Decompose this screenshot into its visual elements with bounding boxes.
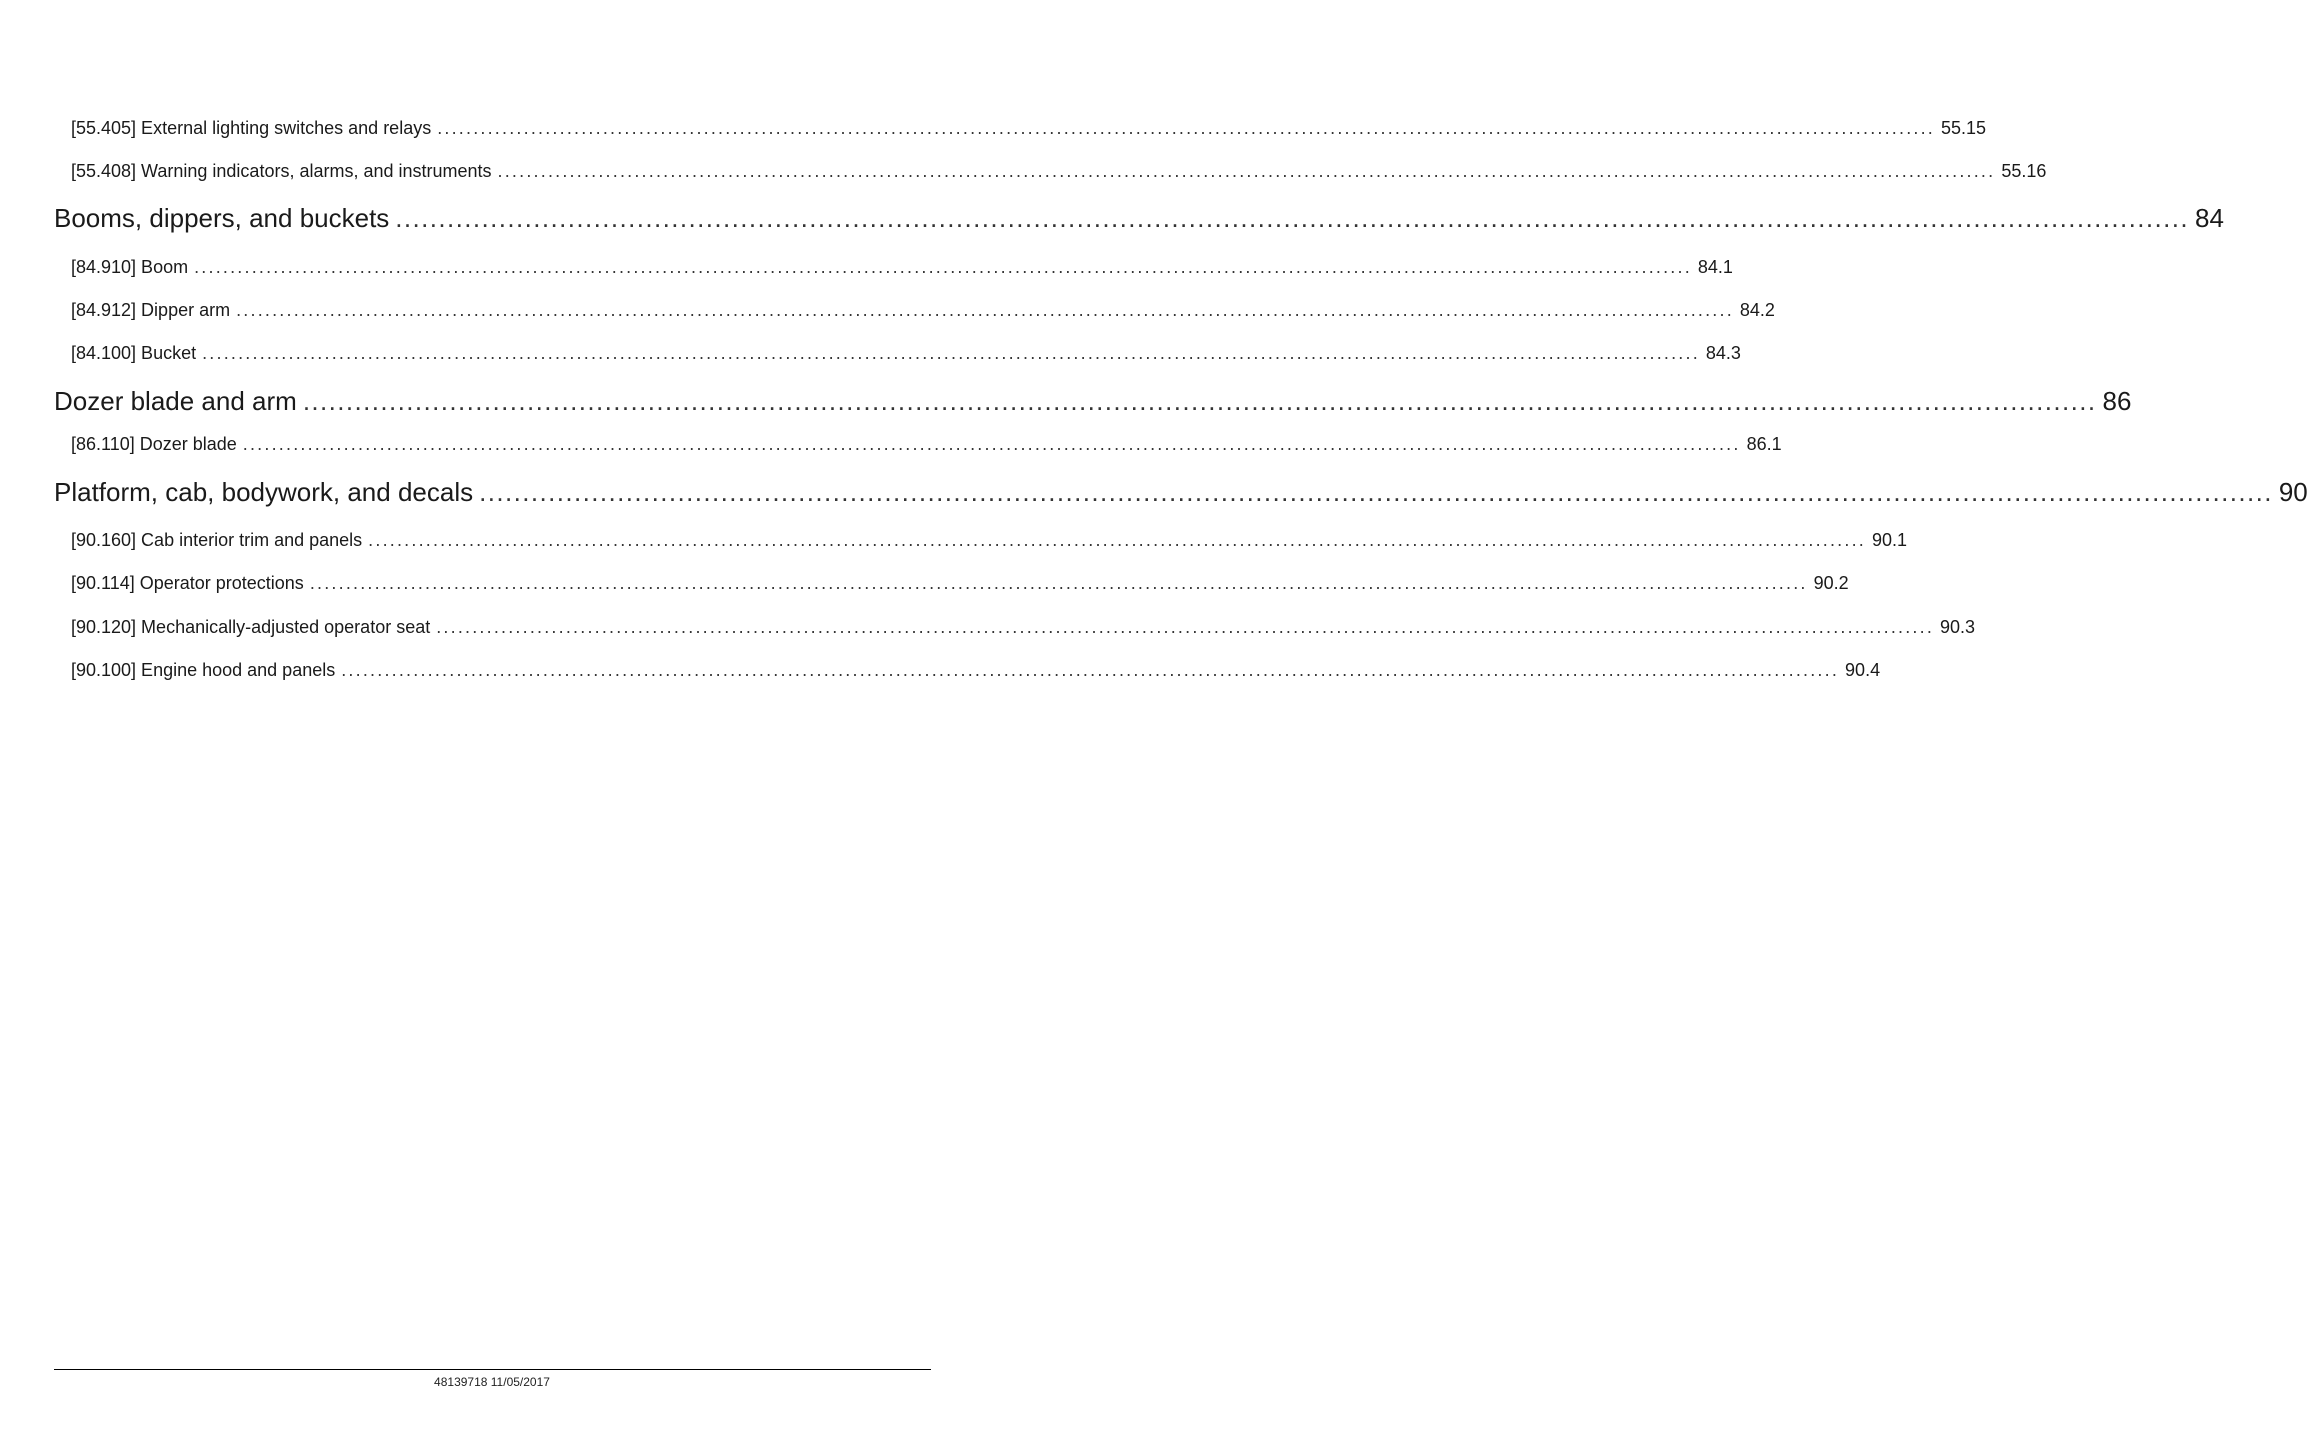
toc-entry[interactable] [71, 430, 1782, 454]
dot-leader: ................................................................................................................................................................................................................ [437, 118, 1936, 138]
toc-entry-label: [90.160] Cab interior trim and panels [71, 530, 363, 550]
toc-entry[interactable] [71, 114, 1987, 138]
toc-entry-page: 55.15 [1941, 118, 1987, 138]
toc-entry[interactable] [71, 296, 1775, 320]
toc-entry-label: [84.100] Bucket [71, 343, 197, 363]
footer-rule [54, 1369, 931, 1370]
dot-leader: ................................................................................................................................................................................................................ [309, 573, 1808, 593]
toc-entry-page: 84.1 [1697, 257, 1733, 277]
toc-entry[interactable] [71, 253, 1733, 277]
toc-entry-label: [55.408] Warning indicators, alarms, and instruments [71, 161, 492, 181]
toc-entry[interactable] [71, 526, 1908, 550]
dot-leader: ................................................................................................................................................................................................................ [194, 257, 1692, 277]
toc-entry-label: [90.120] Mechanically-adjusted operator seat [71, 617, 431, 637]
dot-leader: ................................................................................................................................................................................................................ [395, 203, 2190, 233]
toc-entry-label: [86.110] Dozer blade [71, 434, 237, 454]
dot-leader: ................................................................................................................................................................................................................ [236, 300, 1734, 320]
toc-entry-page: 90.4 [1845, 660, 1881, 680]
footer-doc-id-date: 48139718 11/05/2017 [434, 1375, 550, 1389]
dot-leader: ................................................................................................................................................................................................................ [242, 434, 1741, 454]
toc-entry-label: [55.405] External lighting switches and relays [71, 118, 432, 138]
toc-entry-page: 90.2 [1813, 573, 1849, 593]
toc-entry-page: 90.3 [1940, 617, 1976, 637]
toc-entry[interactable] [71, 569, 1849, 593]
dot-leader: ................................................................................................................................................................................................................ [479, 477, 2273, 507]
toc-entry-label: [84.910] Boom [71, 257, 189, 277]
toc-entry-label: [90.114] Operator protections [71, 573, 304, 593]
toc-section-title: Platform, cab, bodywork, and decals [54, 477, 474, 507]
toc-entry[interactable] [71, 339, 1741, 363]
toc-section[interactable] [54, 382, 2132, 416]
dot-leader: ................................................................................................................................................................................................................ [436, 617, 1935, 637]
dot-leader: ................................................................................................................................................................................................................ [302, 386, 2097, 416]
toc-entry-label: [84.912] Dipper arm [71, 300, 231, 320]
toc-section[interactable] [54, 199, 2224, 233]
toc-entry[interactable] [71, 613, 1976, 637]
toc-entry-page: 84.3 [1705, 343, 1741, 363]
toc-entry-label: [90.100] Engine hood and panels [71, 660, 336, 680]
toc-entry-page: 86.1 [1746, 434, 1782, 454]
toc-entry-page: 90.1 [1871, 530, 1908, 550]
toc-section-page: 86 [2102, 386, 2132, 416]
toc-section-title: Booms, dippers, and buckets [54, 203, 390, 233]
toc-entry-page: 84.2 [1739, 300, 1775, 320]
dot-leader: ................................................................................................................................................................................................................ [202, 343, 1700, 363]
toc-entry-page: 55.16 [2001, 161, 2047, 181]
toc-entry[interactable] [71, 656, 1881, 680]
dot-leader: ................................................................................................................................................................................................................ [497, 161, 1996, 181]
toc-entry[interactable] [71, 157, 2047, 181]
toc-section-page: 90 [2278, 477, 2308, 507]
toc-section[interactable] [54, 473, 2308, 507]
toc-section-page: 84 [2195, 203, 2224, 233]
dot-leader: ................................................................................................................................................................................................................ [368, 530, 1866, 550]
dot-leader: ................................................................................................................................................................................................................ [341, 660, 1840, 680]
toc-section-title: Dozer blade and arm [54, 386, 297, 416]
